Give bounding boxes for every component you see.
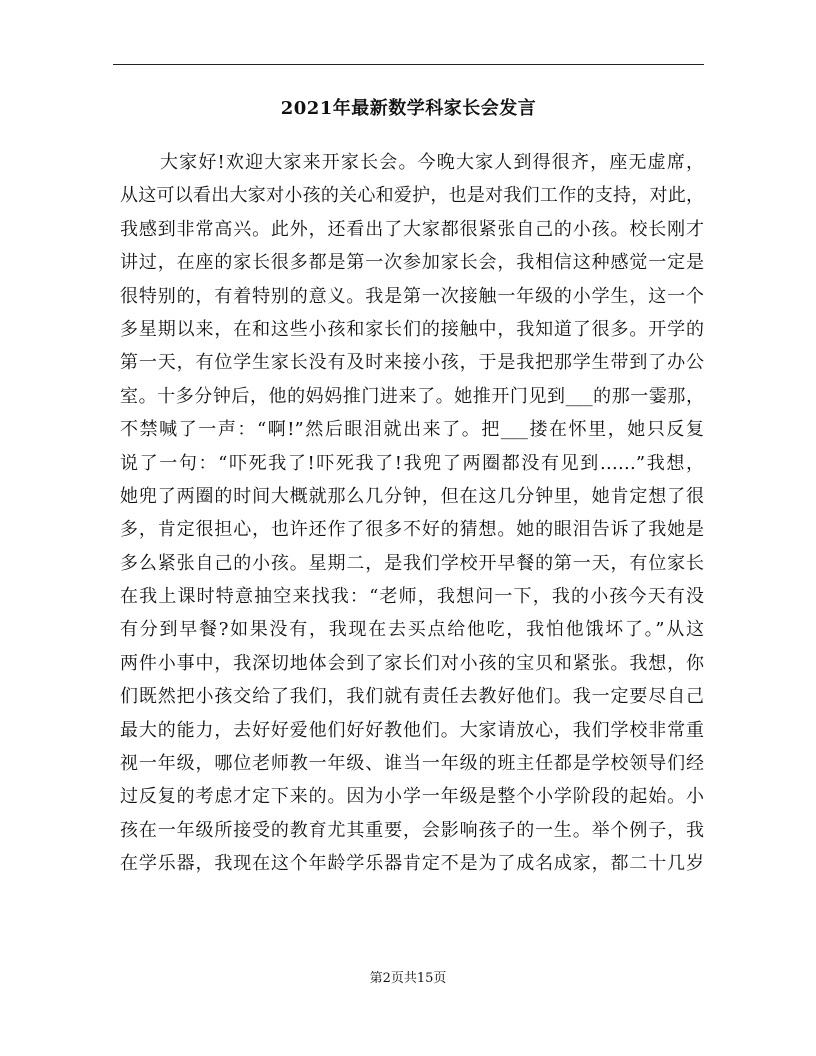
text-line: 第一天，有位学生家长没有及时来接小孩，于是我把那学生带到了办公 (120, 352, 704, 374)
text-line: 孩在一年级所接受的教育尤其重要，会影响孩子的一生。举个例子，我 (120, 819, 704, 841)
text-line: 不禁喊了一声：“啊!”然后眼泪就出来了。把___搂在怀里，她只反复 (120, 419, 704, 441)
text-line: 多么紧张自己的小孩。星期二，是我们学校开早餐的第一天，有位家长 (120, 552, 704, 574)
text-line: 我感到非常高兴。此外，还看出了大家都很紧张自己的小孩。校长刚才 (120, 218, 704, 240)
page-footer: 第2页共15页 (369, 971, 447, 986)
text-line: 多，肯定很担心，也许还作了很多不好的猜想。她的眼泪告诉了我她是 (120, 519, 704, 541)
text-line: 过反复的考虑才定下来的。因为小学一年级是整个小学阶段的起始。小 (120, 786, 704, 808)
text-line: 讲过，在座的家长很多都是第一次参加家长会，我相信这种感觉一定是 (120, 252, 704, 274)
document-title: 2021年最新数学科家长会发言 (280, 98, 537, 119)
text-line: 从这可以看出大家对小孩的关心和爱护，也是对我们工作的支持，对此， (120, 185, 704, 207)
text-line: 视一年级，哪位老师教一年级、谁当一年级的班主任都是学校领导们经 (120, 753, 704, 775)
header-rule (113, 64, 704, 65)
text-line: 有分到早餐?如果没有，我现在去买点给他吃，我怕他饿坏了。”从这 (120, 619, 704, 641)
text-line: 室。十多分钟后，他的妈妈推门进来了。她推开门见到___的那一霎那， (120, 385, 704, 407)
text-line: 大家好!欢迎大家来开家长会。今晚大家人到得很齐，座无虚席， (160, 152, 704, 173)
body-text (120, 146, 704, 881)
text-line: 两件小事中，我深切地体会到了家长们对小孩的宝贝和紧张。我想，你 (120, 652, 704, 674)
text-line: 很特别的，有着特别的意义。我是第一次接触一年级的小学生，这一个 (120, 285, 704, 307)
text-line: 多星期以来，在和这些小孩和家长们的接触中，我知道了很多。开学的 (120, 318, 704, 340)
text-line: 在学乐器，我现在这个年龄学乐器肯定不是为了成名成家，都二十几岁 (120, 853, 704, 875)
text-line: 们既然把小孩交给了我们，我们就有责任去教好他们。我一定要尽自己 (120, 686, 704, 708)
text-line: 她兜了两圈的时间大概就那么几分钟，但在这几分钟里，她肯定想了很 (120, 485, 704, 507)
text-line: 最大的能力，去好好爱他们好好教他们。大家请放心，我们学校非常重 (120, 719, 704, 741)
text-line: 在我上课时特意抽空来找我：“老师，我想问一下，我的小孩今天有没 (120, 586, 704, 608)
text-line: 说了一句：“吓死我了!吓死我了!我兜了两圈都没有见到……”我想， (120, 452, 704, 474)
